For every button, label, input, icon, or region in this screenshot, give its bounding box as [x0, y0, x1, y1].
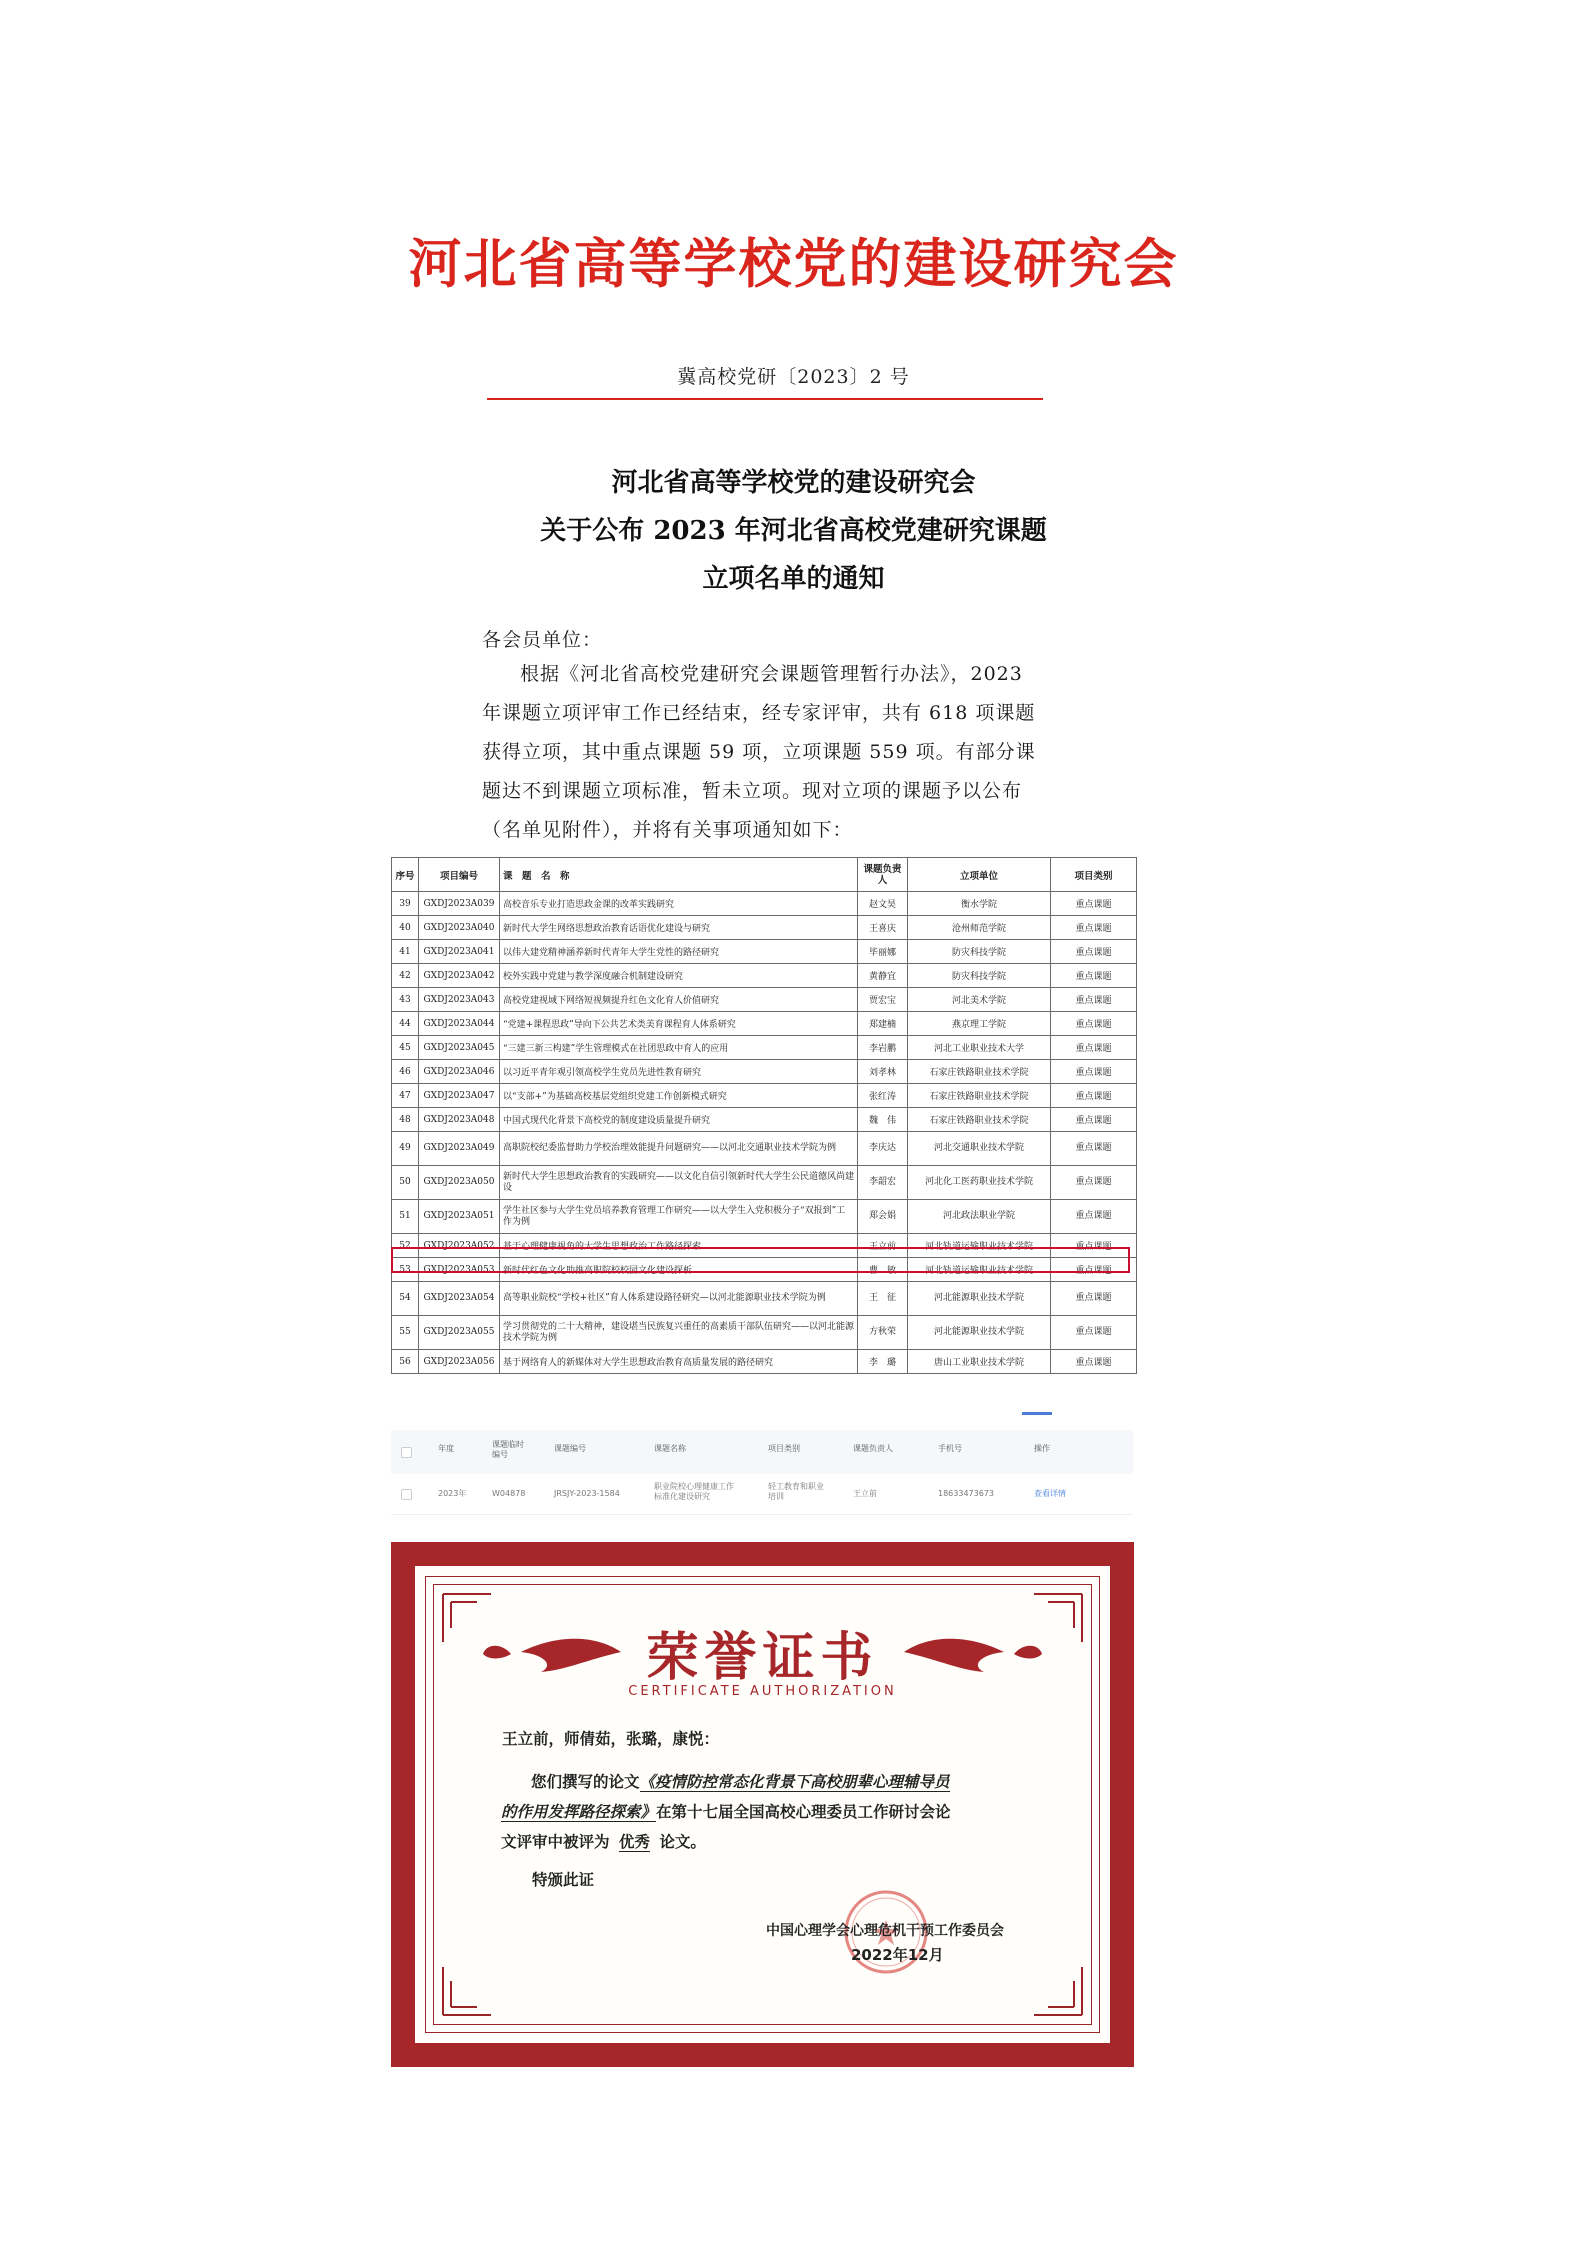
row-category: 重点课题	[1051, 1200, 1137, 1234]
col-year: 年度	[438, 1444, 454, 1453]
certificate-body-line-2	[501, 1797, 1061, 1827]
row-index: 39	[392, 892, 419, 916]
row-category: 重点课题	[1051, 1316, 1137, 1350]
row-project-code: GXDJ2023A052	[419, 1234, 500, 1258]
row-leader: 曹 敏	[858, 1258, 908, 1282]
col-phone: 手机号	[938, 1444, 962, 1453]
table-row	[392, 1084, 1137, 1108]
row-unit: 河北轨道运输职业技术学院	[908, 1258, 1051, 1282]
record-category: 轻工教育和职业培训	[768, 1482, 824, 1501]
notice-title-line-1: 河北省高等学校党的建设研究会	[611, 468, 976, 498]
row-category: 重点课题	[1051, 1282, 1137, 1316]
table-row	[392, 964, 1137, 988]
row-project-code: GXDJ2023A051	[419, 1200, 500, 1234]
project-list-screenshot	[391, 857, 1136, 1401]
row-unit: 河北美术学院	[908, 988, 1051, 1012]
row-category: 重点课题	[1051, 988, 1137, 1012]
row-leader: 赵文昊	[858, 892, 908, 916]
row-project-code: GXDJ2023A055	[419, 1316, 500, 1350]
project-table	[391, 857, 1137, 1374]
paper-title-part-2: 的作用发挥路径探索》	[501, 1803, 657, 1821]
record-header-row	[391, 1430, 1133, 1475]
table-row	[392, 1200, 1137, 1234]
row-leader: 王 征	[858, 1282, 908, 1316]
record-code: JRSJY-2023-1584	[554, 1489, 620, 1498]
row-index: 53	[392, 1258, 419, 1282]
row-leader: 李 璐	[858, 1350, 908, 1374]
view-details-link[interactable]: 查看详情	[1034, 1489, 1066, 1498]
row-leader: 黄静宜	[858, 964, 908, 988]
certificate-body-line-3	[501, 1827, 1061, 1857]
highlighted-row-marker	[391, 1247, 1130, 1273]
row-index: 40	[392, 916, 419, 940]
row-unit: 河北交通职业技术学院	[908, 1132, 1051, 1166]
row-leader: 张红涛	[858, 1084, 908, 1108]
row-index: 48	[392, 1108, 419, 1132]
row-project-name: 基于心理健康视角的大学生思想政治工作路径探索	[500, 1234, 858, 1258]
row-project-name: 高校音乐专业打造思政金课的改革实践研究	[500, 892, 858, 916]
table-row	[392, 1166, 1137, 1200]
body-event: 在第十七届全国高校心理委员工作研讨会论	[656, 1803, 951, 1821]
row-unit: 石家庄铁路职业技术学院	[908, 1084, 1051, 1108]
row-index: 55	[392, 1316, 419, 1350]
record-phone: 18633473673	[938, 1489, 994, 1498]
certificate-recipients: 王立前，师倩茹，张璐，康悦：	[502, 1730, 720, 1748]
table-header-row	[392, 858, 1137, 892]
col-action: 操作	[1034, 1444, 1050, 1453]
col-leader: 课题负责人	[853, 1444, 893, 1453]
row-project-code: GXDJ2023A053	[419, 1258, 500, 1282]
header-category: 项目类别	[1051, 858, 1137, 892]
table-row	[392, 1316, 1137, 1350]
row-project-code: GXDJ2023A042	[419, 964, 500, 988]
row-index: 46	[392, 1060, 419, 1084]
row-leader: 李岩鹏	[858, 1036, 908, 1060]
header-leader: 课题负责人	[858, 858, 908, 892]
letterhead-title: 河北省高等学校党的建设研究会	[408, 233, 1179, 295]
row-project-code: GXDJ2023A054	[419, 1282, 500, 1316]
row-leader: 方秋荣	[858, 1316, 908, 1350]
table-row	[392, 1282, 1137, 1316]
row-unit: 防灾科技学院	[908, 940, 1051, 964]
honor-certificate	[391, 1542, 1134, 2067]
row-unit: 河北轨道运输职业技术学院	[908, 1234, 1051, 1258]
row-category: 重点课题	[1051, 1036, 1137, 1060]
table-row	[392, 1060, 1137, 1084]
row-project-code: GXDJ2023A044	[419, 1012, 500, 1036]
row-project-name: 高等职业院校“学校+社区”育人体系建设路径研究—以河北能源职业技术学院为例	[500, 1282, 858, 1316]
row-unit: 唐山工业职业技术学院	[908, 1350, 1051, 1374]
table-row	[392, 892, 1137, 916]
corner-ornament-bl	[443, 1967, 491, 2015]
table-row	[392, 1108, 1137, 1132]
row-index: 49	[392, 1132, 419, 1166]
row-project-name: “三建三新三构建”学生管理模式在社团思政中育人的应用	[500, 1036, 858, 1060]
table-row	[392, 1350, 1137, 1374]
table-row	[392, 1036, 1137, 1060]
row-project-name: 学生社区参与大学生党员培养教育管理工作研究——以大学生入党积极分子“双报到”工作为例	[500, 1200, 858, 1234]
row-project-code: GXDJ2023A056	[419, 1350, 500, 1374]
paper-title-part-1: 《疫情防控常态化背景下高校朋辈心理辅导员	[639, 1773, 950, 1791]
row-unit: 河北工业职业技术大学	[908, 1036, 1051, 1060]
row-category: 重点课题	[1051, 1084, 1137, 1108]
col-temp-code: 课题临时编号	[492, 1440, 524, 1459]
row-category: 重点课题	[1051, 1258, 1137, 1282]
row-unit: 河北能源职业技术学院	[908, 1316, 1051, 1350]
row-category: 重点课题	[1051, 916, 1137, 940]
record-year: 2023年	[438, 1489, 467, 1498]
document-number: 冀高校党研〔2023〕2 号	[677, 366, 910, 388]
col-category: 项目类别	[768, 1444, 800, 1453]
record-leader: 王立前	[853, 1489, 877, 1498]
row-project-code: GXDJ2023A047	[419, 1084, 500, 1108]
row-index: 52	[392, 1234, 419, 1258]
certificate-issuer: 中国心理学会心理危机干预工作委员会	[766, 1923, 1004, 1939]
table-row	[392, 1012, 1137, 1036]
row-unit: 沧州师范学院	[908, 916, 1051, 940]
row-leader: 王立前	[858, 1234, 908, 1258]
col-code: 课题编号	[554, 1444, 586, 1453]
row-index: 54	[392, 1282, 419, 1316]
header-index: 序号	[392, 858, 419, 892]
row-leader: 王喜庆	[858, 916, 908, 940]
record-name: 职业院校心理健康工作标准化建设研究	[654, 1482, 734, 1501]
row-project-code: GXDJ2023A039	[419, 892, 500, 916]
certificate-body-line-1	[501, 1767, 1061, 1797]
row-index: 44	[392, 1012, 419, 1036]
row-project-name: 中国式现代化背景下高校党的制度建设质量提升研究	[500, 1108, 858, 1132]
row-category: 重点课题	[1051, 1132, 1137, 1166]
row-leader: 郑会娟	[858, 1200, 908, 1234]
corner-ornament-br	[1034, 1967, 1082, 2015]
row-category: 重点课题	[1051, 892, 1137, 916]
row-project-name: 新时代大学生网络思想政治教育话语优化建设与研究	[500, 916, 858, 940]
body-award-prefix: 文评审中被评为	[501, 1833, 610, 1851]
row-unit: 衡水学院	[908, 892, 1051, 916]
select-all-checkbox[interactable]	[401, 1447, 412, 1458]
row-unit: 河北能源职业技术学院	[908, 1282, 1051, 1316]
row-project-name: 基于网络育人的新媒体对大学生思想政治教育高质量发展的路径研究	[500, 1350, 858, 1374]
certificate-subtitle: CERTIFICATE AUTHORIZATION	[628, 1684, 897, 1699]
row-index: 45	[392, 1036, 419, 1060]
row-category: 重点课题	[1051, 1350, 1137, 1374]
row-leader: 李庆达	[858, 1132, 908, 1166]
row-project-name: 高职院校纪委监督助力学校治理效能提升问题研究——以河北交通职业技术学院为例	[500, 1132, 858, 1166]
row-project-code: GXDJ2023A048	[419, 1108, 500, 1132]
red-divider	[487, 398, 1043, 400]
row-index: 50	[392, 1166, 419, 1200]
body-award-suffix: 论文。	[659, 1833, 706, 1851]
row-category: 重点课题	[1051, 1234, 1137, 1258]
row-unit: 防灾科技学院	[908, 964, 1051, 988]
row-leader: 魏 伟	[858, 1108, 908, 1132]
certificate-closing: 特颁此证	[532, 1871, 595, 1889]
row-project-name: 新时代大学生思想政治教育的实践研究——以文化自信引领新时代大学生公民道德风尚建设	[500, 1166, 858, 1200]
table-row	[392, 988, 1137, 1012]
row-project-code: GXDJ2023A050	[419, 1166, 500, 1200]
notice-paragraph: 根据《河北省高校党建研究会课题管理暂行办法》，2023 年课题立项评审工作已经结束，经专家评审，共有 618 项课题获得立项，其中重点课题 59 项，立项课题 559 项。有部分课题达不到课题立项标准，暂未立项。现对立项的课题予以公布（名单见附件），并将有关事项通知如下：	[482, 663, 1036, 841]
body-prefix: 您们撰写的论文	[531, 1773, 640, 1791]
row-project-code: GXDJ2023A043	[419, 988, 500, 1012]
table-row	[392, 940, 1137, 964]
row-project-code: GXDJ2023A049	[419, 1132, 500, 1166]
record-row[interactable]	[391, 1474, 1133, 1515]
col-name: 课题名称	[654, 1444, 686, 1453]
row-project-code: GXDJ2023A041	[419, 940, 500, 964]
row-leader: 刘孝林	[858, 1060, 908, 1084]
row-project-name: 学习贯彻党的二十大精神，建设堪当民族复兴重任的高素质干部队伍研究——以河北能源技术学院为例	[500, 1316, 858, 1350]
notice-title-line-2: 关于公布 2023 年河北省高校党建研究课题	[540, 516, 1047, 546]
row-unit: 石家庄铁路职业技术学院	[908, 1060, 1051, 1084]
row-index: 42	[392, 964, 419, 988]
row-project-name: 以伟大建党精神涵养新时代青年大学生党性的路径研究	[500, 940, 858, 964]
row-project-name: 以“支部+”为基础高校基层党组织党建工作创新模式研究	[500, 1084, 858, 1108]
row-category: 重点课题	[1051, 964, 1137, 988]
row-project-code: GXDJ2023A040	[419, 916, 500, 940]
header-unit: 立项单位	[908, 858, 1051, 892]
table-row	[392, 916, 1137, 940]
salutation: 各会员单位：	[482, 629, 603, 651]
row-leader: 郑建楠	[858, 1012, 908, 1036]
row-index: 43	[392, 988, 419, 1012]
header-project-name: 课 题 名 称	[500, 858, 858, 892]
header-project-code: 项目编号	[419, 858, 500, 892]
row-category: 重点课题	[1051, 1060, 1137, 1084]
row-unit: 燕京理工学院	[908, 1012, 1051, 1036]
pager-indicator	[1022, 1412, 1052, 1415]
row-project-name: 新时代红色文化助推高职院校校园文化建设探析	[500, 1258, 858, 1282]
row-leader: 毕丽娜	[858, 940, 908, 964]
row-unit: 河北政法职业学院	[908, 1200, 1051, 1234]
row-project-name: 高校党建视域下网络短视频提升红色文化育人价值研究	[500, 988, 858, 1012]
row-project-code: GXDJ2023A046	[419, 1060, 500, 1084]
row-index: 56	[392, 1350, 419, 1374]
row-project-name: 以习近平青年观引领高校学生党员先进性教育研究	[500, 1060, 858, 1084]
award-level: 优秀	[618, 1833, 650, 1851]
row-leader: 李韶宏	[858, 1166, 908, 1200]
row-project-name: “党建+课程思政”导向下公共艺术类美育课程育人体系研究	[500, 1012, 858, 1036]
row-checkbox[interactable]	[401, 1489, 412, 1500]
system-record-screenshot	[391, 1430, 1133, 1514]
row-unit: 石家庄铁路职业技术学院	[908, 1108, 1051, 1132]
certificate-date: 2022年12月	[851, 1946, 944, 1964]
row-unit: 河北化工医药职业技术学院	[908, 1166, 1051, 1200]
row-category: 重点课题	[1051, 1108, 1137, 1132]
table-row	[392, 1132, 1137, 1166]
notice-title-line-3: 立项名单的通知	[702, 564, 885, 594]
row-category: 重点课题	[1051, 940, 1137, 964]
record-temp-code: W04878	[492, 1489, 526, 1498]
row-index: 51	[392, 1200, 419, 1234]
row-category: 重点课题	[1051, 1012, 1137, 1036]
row-project-name: 校外实践中党建与教学深度融合机制建设研究	[500, 964, 858, 988]
row-index: 47	[392, 1084, 419, 1108]
row-project-code: GXDJ2023A045	[419, 1036, 500, 1060]
certificate-title: 荣誉证书	[646, 1628, 879, 1688]
row-category: 重点课题	[1051, 1166, 1137, 1200]
row-index: 41	[392, 940, 419, 964]
row-leader: 贾宏宝	[858, 988, 908, 1012]
